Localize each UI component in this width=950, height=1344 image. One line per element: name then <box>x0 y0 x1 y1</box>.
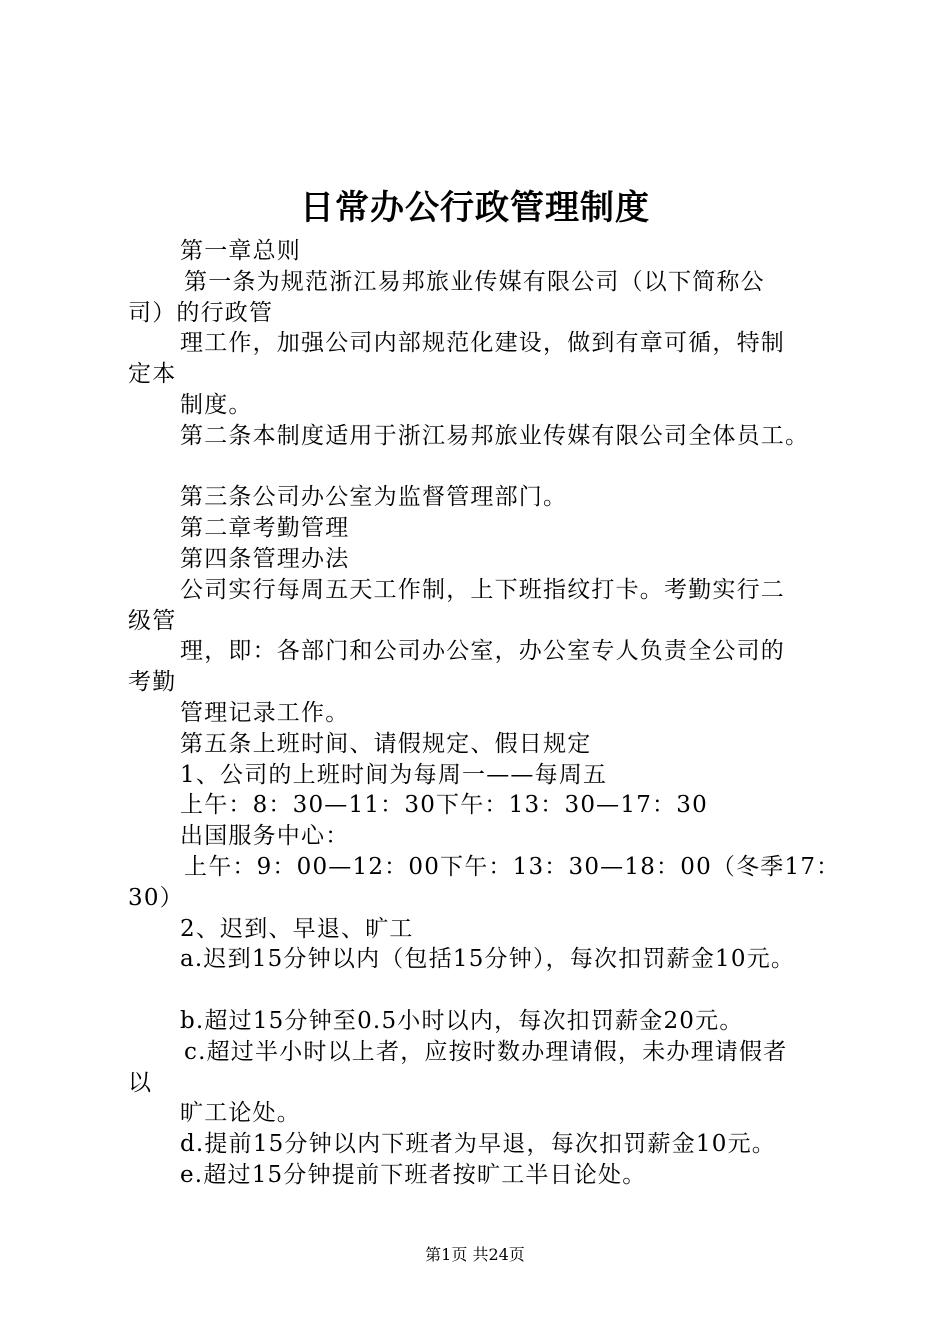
paragraph-line: 管理记录工作。 <box>180 699 350 726</box>
article-heading: 第四条管理办法 <box>180 545 350 572</box>
document-body <box>128 236 840 1191</box>
paragraph-line: d.提前15分钟以内下班者为早退，每次扣罚薪金10元。 <box>180 1131 776 1158</box>
paragraph-line: 理，即：各部门和公司办公室，办公室专人负责全公司的 <box>180 638 785 665</box>
paragraph-line: 第二条本制度适用于浙江易邦旅业传媒有限公司全体员工。 <box>180 422 810 449</box>
paragraph-line: 制度。 <box>180 391 253 418</box>
chapter-heading: 第二章考勤管理 <box>180 515 350 542</box>
paragraph-line: 级管 <box>128 607 177 634</box>
paragraph-line: 第一条为规范浙江易邦旅业传媒有限公司（以下简称公 <box>184 268 765 295</box>
blank-line <box>128 975 840 1006</box>
paragraph-line: 30） <box>128 884 184 911</box>
paragraph-line: c.超过半小时以上者，应按时数办理请假，未办理请假者 <box>184 1038 788 1065</box>
paragraph-line: e.超过15分钟提前下班者按旷工半日论处。 <box>180 1161 647 1188</box>
paragraph-line: 上午：8：30—11：30下午：13：30—17：30 <box>180 792 708 819</box>
page-footer: 第1页 共24页 <box>425 1245 525 1264</box>
paragraph-line: 旷工论处。 <box>180 1100 301 1127</box>
paragraph-line: 定本 <box>128 361 177 388</box>
chapter-heading: 第一章总则 <box>180 238 301 264</box>
paragraph-line: b.超过15分钟至0.5小时以内，每次扣罚薪金20元。 <box>180 1007 744 1034</box>
article-heading: 第五条上班时间、请假规定、假日规定 <box>180 730 592 757</box>
paragraph-line: 司）的行政管 <box>128 299 274 326</box>
paragraph-line: a.迟到15分钟以内（包括15分钟），每次扣罚薪金10元。 <box>180 946 796 973</box>
paragraph-line: 考勤 <box>128 669 177 696</box>
paragraph-line: 理工作，加强公司内部规范化建设，做到有章可循，特制 <box>180 330 785 357</box>
paragraph-line: 出国服务中心： <box>180 823 350 850</box>
paragraph-line: 第三条公司办公室为监督管理部门。 <box>180 484 568 511</box>
paragraph-line: 上午：9：00—12：00下午：13：30—18：00（冬季17： <box>184 853 841 880</box>
blank-line <box>128 452 840 483</box>
paragraph-line: 2、迟到、早退、旷工 <box>180 915 414 942</box>
paragraph-line: 公司实行每周五天工作制，上下班指纹打卡。考勤实行二 <box>180 576 785 603</box>
paragraph-line: 以 <box>128 1069 153 1096</box>
paragraph-line: 1、公司的上班时间为每周一——每周五 <box>180 761 608 788</box>
document-title: 日常办公行政管理制度 <box>300 188 650 228</box>
